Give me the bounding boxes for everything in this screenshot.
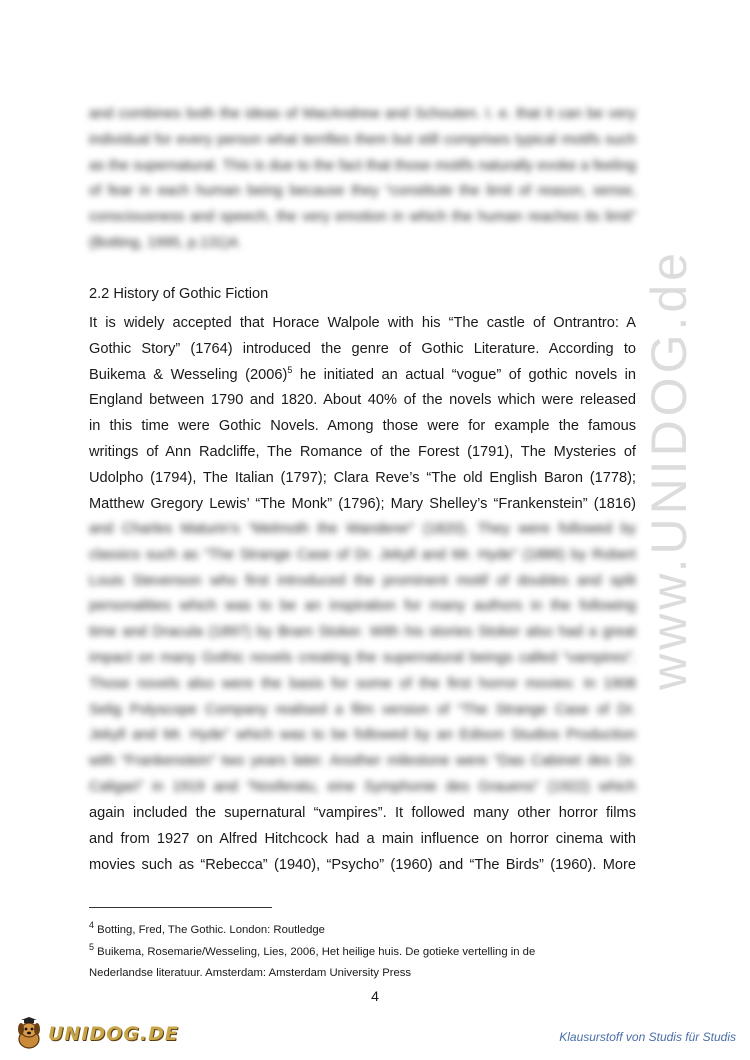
text-line: Caligari” in 1919 and “Nosferatu, eine Symphonie des Grauens” (1922) which — [89, 778, 636, 795]
text-line: impact on many Gothic novels creating the supernatural beings called “vampires”. — [89, 649, 636, 666]
page-number: 4 — [371, 988, 379, 1004]
footnote-text: Botting, Fred, The Gothic. London: Routledge — [94, 924, 325, 936]
text-fragment: he initiated an actual “vogue” of gothic novels in — [292, 366, 636, 383]
text-line: classics such as “The Strange Case of Dr. Jekyll and Mr. Hyde” (1886) by Robert — [89, 546, 636, 563]
footnote-5 — [89, 942, 649, 963]
text-line: time and Dracula (1897) by Bram Stoker. With his stories Stoker also had a great — [89, 624, 636, 641]
text-line — [89, 363, 636, 389]
text-line: and Charles Maturin’s “Melmoth the Wanderer” (1820). They were followed by — [89, 521, 636, 537]
text-line: Selig Polyscope Company realised a film version of “The Strange Case of Dr. — [89, 701, 636, 718]
footnote-text: Buikema, Rosemarie/Wesseling, Lies, 2006, Het heilige huis. De gotieke vertelling in de — [94, 946, 536, 958]
blurred-middle-paragraph — [89, 517, 636, 801]
dog-mascot-icon — [12, 1017, 46, 1051]
text-line: personalities which was to be an inspiration for many authors in the following — [89, 598, 636, 615]
text-fragment: Buikema & Wesseling (2006) — [89, 366, 288, 383]
footnote-4 — [89, 920, 649, 941]
footnote-ref: 5 — [287, 364, 293, 375]
text-line: Jekyll and Mr. Hyde” which was to be followed by an Edison Studios Production — [89, 727, 636, 744]
footnote-5-continued — [89, 963, 649, 984]
clear-paragraph-top — [89, 311, 636, 517]
text-line: Louis Stevenson who first introduced the prominent motif of doubles and split — [89, 572, 636, 589]
text-line: in this time were Gothic Novels. Among those were for example the famous — [89, 418, 636, 435]
text-line: and from 1927 on Alfred Hitchcock had a main influence on horror cinema with — [89, 830, 636, 847]
logo-text: UNIDOG.DE — [48, 1023, 179, 1045]
unidog-logo[interactable] — [12, 1014, 179, 1054]
footnote-text: Nederlandse literatuur. Amsterdam: Amsterdam University Press — [89, 967, 412, 979]
text-line: Gothic Story” (1764) introduced the genre of Gothic Literature. According to — [89, 340, 636, 357]
text-line: writings of Ann Radcliffe, The Romance of the Forest (1791), The Mysteries of — [89, 443, 636, 460]
footnote-number: 4 — [89, 920, 95, 931]
footnote-divider — [89, 907, 272, 908]
text-line: It is widely accepted that Horace Walpole with his “The castle of Ontrantro: A — [89, 315, 636, 331]
section-heading: 2.2 History of Gothic Fiction — [89, 286, 269, 302]
text-line: Udolpho (1794), The Italian (1797); Clara Reve’s “The old English Baron (1778); — [89, 469, 636, 486]
text-line: England between 1790 and 1820. About 40% of the novels which were released — [89, 392, 636, 409]
text-line: Those novels also were the basis for some of the first horror movies: In 1908 — [89, 675, 636, 692]
text-line: with “Frankenstein” two years later. Another milestone were “Das Cabinet des Dr. — [89, 753, 636, 770]
watermark-text: www.UNIDOG.de — [641, 249, 697, 690]
clear-paragraph-bottom — [89, 801, 636, 878]
text-line: again included the supernatural “vampires”. It followed many other horror films — [89, 805, 636, 821]
text-line: movies such as “Rebecca” (1940), “Psycho” (1960) and “The Birds” (1960). More — [89, 856, 636, 873]
blurred-top-paragraph: and combines both the ideas of MacAndrew and Schouten. I. e. that it can be very individual for every person what terrifies them but still comprises typical motifs such as the supernatural. This is due to the fact that those motifs naturally evoke a feeling of fear in each human being because they “constitute the limit of reason, sense, consciousness and speech, the very emotion in which the human reaches its limit” (Botting, 1995, p.131)4. — [89, 106, 636, 251]
footnote-number: 5 — [89, 942, 95, 953]
footer-tagline: Klausurstoff von Studis für Studis — [559, 1030, 736, 1044]
text-line: Matthew Gregory Lewis’ “The Monk” (1796); Mary Shelley’s “Frankenstein” (1816) — [89, 495, 636, 512]
